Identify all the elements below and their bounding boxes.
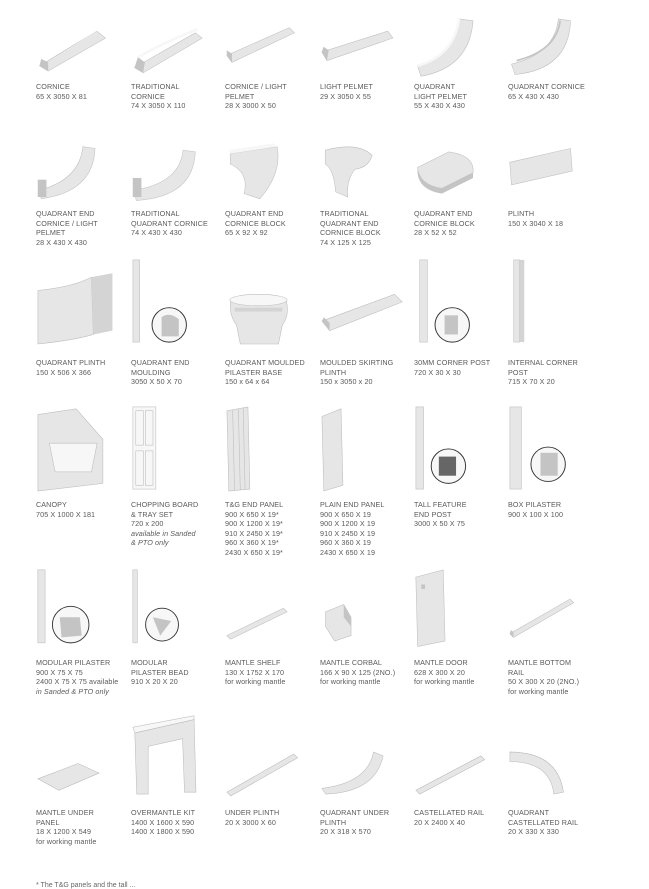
product-dimensions: 910 X 20 X 20 [131,677,178,687]
product-note: in Sanded & PTO only [36,686,109,696]
product-image [508,405,594,495]
product-name: QUADRANT MOULDED PILASTER BASE [225,358,305,377]
product-item [225,710,319,868]
product-image [131,568,217,652]
product-name: INTERNAL CORNER POST [508,358,578,377]
product-item [131,568,225,718]
product-image [320,568,406,652]
product-dimensions: 20 X 330 X 330 [508,827,559,837]
product-note: available in Sanded & PTO only [131,528,196,548]
product-name: 30MM CORNER POST [414,358,491,367]
product-name: MOULDED SKIRTING PLINTH [320,358,394,377]
product-image [36,138,122,204]
product-item [36,568,130,718]
product-name: BOX PILASTER [508,500,562,509]
product-item [320,258,414,418]
product-item [414,258,508,418]
product-image [225,710,311,802]
product-item [131,710,225,868]
product-name: LIGHT PELMET [320,82,373,91]
product-name: T&G END PANEL [225,500,284,509]
product-dimensions: 150 x 64 x 64 [225,377,270,387]
product-dimensions: 900 X 100 X 100 [508,509,564,519]
product-name: MANTLE UNDER PANEL [36,808,94,827]
product-dimensions: 28 X 430 X 430 [36,237,87,247]
product-image [414,405,500,495]
product-image [36,568,122,652]
product-image [414,258,500,352]
product-item [225,568,319,718]
product-image [131,138,217,204]
product-name: QUADRANT LIGHT PELMET [414,82,467,101]
product-note: for working mantle [320,677,381,687]
product-dimensions: 900 X 75 X 75 2400 X 75 X 75 available [36,667,119,687]
product-dimensions: 720 x 200 [131,519,164,529]
product-name: QUADRANT PLINTH [36,358,106,367]
product-image [508,710,594,802]
product-image [131,258,217,352]
product-dimensions: 65 X 92 X 92 [225,228,268,238]
product-name: MODULAR PILASTER [36,658,111,667]
product-name: CHOPPING BOARD & TRAY SET [131,500,199,519]
product-item [225,138,319,269]
product-dimensions: 3050 X 50 X 70 [131,377,182,387]
product-dimensions: 900 X 650 X 19 900 X 1200 X 19 910 X 2450 X 19 960 X 360 X 19 2430 X 650 X 19 [320,509,376,557]
product-name: QUADRANT CASTELLATED RAIL [508,808,579,827]
product-dimensions: 130 X 1752 X 170 [225,667,285,677]
product-item [131,12,225,142]
product-dimensions: 74 X 3050 X 110 [131,101,186,111]
product-dimensions: 28 X 3000 X 50 [225,101,276,111]
product-dimensions: 628 X 300 X 20 [414,667,465,677]
product-name: MANTLE CORBAL [320,658,383,667]
product-image [414,710,500,802]
product-image [225,405,311,495]
product-name: MODULAR PILASTER BEAD [131,658,189,677]
product-dimensions: 74 X 125 X 125 [320,237,371,247]
product-dimensions: 150 X 506 X 366 [36,367,92,377]
product-item [36,138,130,269]
product-item [320,568,414,718]
product-image [320,710,406,802]
product-image [131,710,217,802]
product-note: for working mantle [225,677,286,687]
product-image [414,12,500,78]
product-image [225,138,311,204]
product-dimensions: 65 X 3050 X 81 [36,91,87,101]
product-image [36,710,122,802]
product-item [414,710,508,868]
product-name: QUADRANT END CORNICE BLOCK [414,209,475,228]
product-dimensions: 20 X 3000 X 60 [225,817,276,827]
product-dimensions: 715 X 70 X 20 [508,377,555,387]
product-item [508,258,602,418]
product-item [320,12,414,142]
product-name: QUADRANT END CORNICE / LIGHT PELMET [36,209,98,238]
product-image [131,405,217,495]
product-dimensions: 50 X 300 X 20 (2NO.) [508,677,580,687]
product-note: for working mantle [414,677,475,687]
product-name: CASTELLATED RAIL [414,808,485,817]
product-dimensions: 1400 X 1600 X 590 1400 X 1800 X 590 [131,817,195,837]
product-item [131,138,225,269]
product-dimensions: 29 X 3050 X 55 [320,91,371,101]
product-item [414,138,508,269]
product-name: PLAIN END PANEL [320,500,385,509]
product-item [225,405,319,560]
product-dimensions: 18 X 1200 X 549 [36,827,92,837]
product-dimensions: 720 X 30 X 30 [414,367,461,377]
product-name: TRADITIONAL CORNICE [131,82,180,101]
product-item [414,405,508,560]
product-image [36,405,122,495]
product-item [36,710,130,868]
product-dimensions: 166 X 90 X 125 (2NO.) [320,667,396,677]
product-image [225,258,311,352]
product-item [508,405,602,560]
product-item [225,258,319,418]
product-image [320,138,406,204]
product-name: OVERMANTLE KIT [131,808,196,817]
product-item [320,710,414,868]
product-dimensions: 20 X 2400 X 40 [414,817,465,827]
product-name: TALL FEATURE END POST [414,500,467,519]
product-item [36,258,130,418]
product-image [414,568,500,652]
product-image [508,568,594,652]
product-item [414,568,508,718]
product-dimensions: 150 x 3050 x 20 [320,377,373,387]
product-note: for working mantle [508,686,569,696]
product-item [36,405,130,560]
product-image [320,12,406,78]
product-item [508,710,602,868]
product-name: MANTLE DOOR [414,658,468,667]
product-item [508,12,602,142]
product-item [508,568,602,718]
product-note: for working mantle [36,836,97,846]
product-image [320,258,406,352]
product-image [225,568,311,652]
product-dimensions: 74 X 430 X 430 [131,228,182,238]
product-item [508,138,602,269]
product-name: CORNICE [36,82,70,91]
product-name: QUADRANT UNDER PLINTH [320,808,390,827]
product-name: UNDER PLINTH [225,808,280,817]
product-dimensions: 65 X 430 X 430 [508,91,559,101]
product-dimensions: 55 X 430 X 430 [414,101,465,111]
product-item [414,12,508,142]
product-name: PLINTH [508,209,535,218]
product-name: TRADITIONAL QUADRANT CORNICE [131,209,208,228]
product-image [225,12,311,78]
product-image [508,12,594,78]
product-name: MANTLE SHELF [225,658,281,667]
product-name: QUADRANT END MOULDING [131,358,190,377]
product-dimensions: 20 X 318 X 570 [320,827,371,837]
product-image [508,138,594,204]
product-item [131,258,225,418]
product-image [36,258,122,352]
product-image [320,405,406,495]
product-item [131,405,225,560]
product-item [36,12,130,142]
product-dimensions: 3000 X 50 X 75 [414,519,465,529]
product-name: QUADRANT CORNICE [508,82,585,91]
product-name: QUADRANT END CORNICE BLOCK [225,209,286,228]
product-dimensions: 28 X 52 X 52 [414,228,457,238]
product-image [414,138,500,204]
product-image [508,258,594,352]
product-name: CORNICE / LIGHT PELMET [225,82,287,101]
product-dimensions: 705 X 1000 X 181 [36,509,96,519]
product-dimensions: 900 X 650 X 19* 900 X 1200 X 19* 910 X 2450 X 19* 960 X 360 X 19* 2430 X 650 X 19* [225,509,283,557]
footnote: * The T&G panels and the tall ... [36,882,136,889]
product-name: CANOPY [36,500,67,509]
product-item [320,138,414,269]
product-name: TRADITIONAL QUADRANT END CORNICE BLOCK [320,209,381,238]
product-image [131,12,217,78]
product-item [225,12,319,142]
product-dimensions: 150 X 3040 X 18 [508,218,564,228]
product-item [320,405,414,560]
product-name: MANTLE BOTTOM RAIL [508,658,572,677]
product-image [36,12,122,78]
